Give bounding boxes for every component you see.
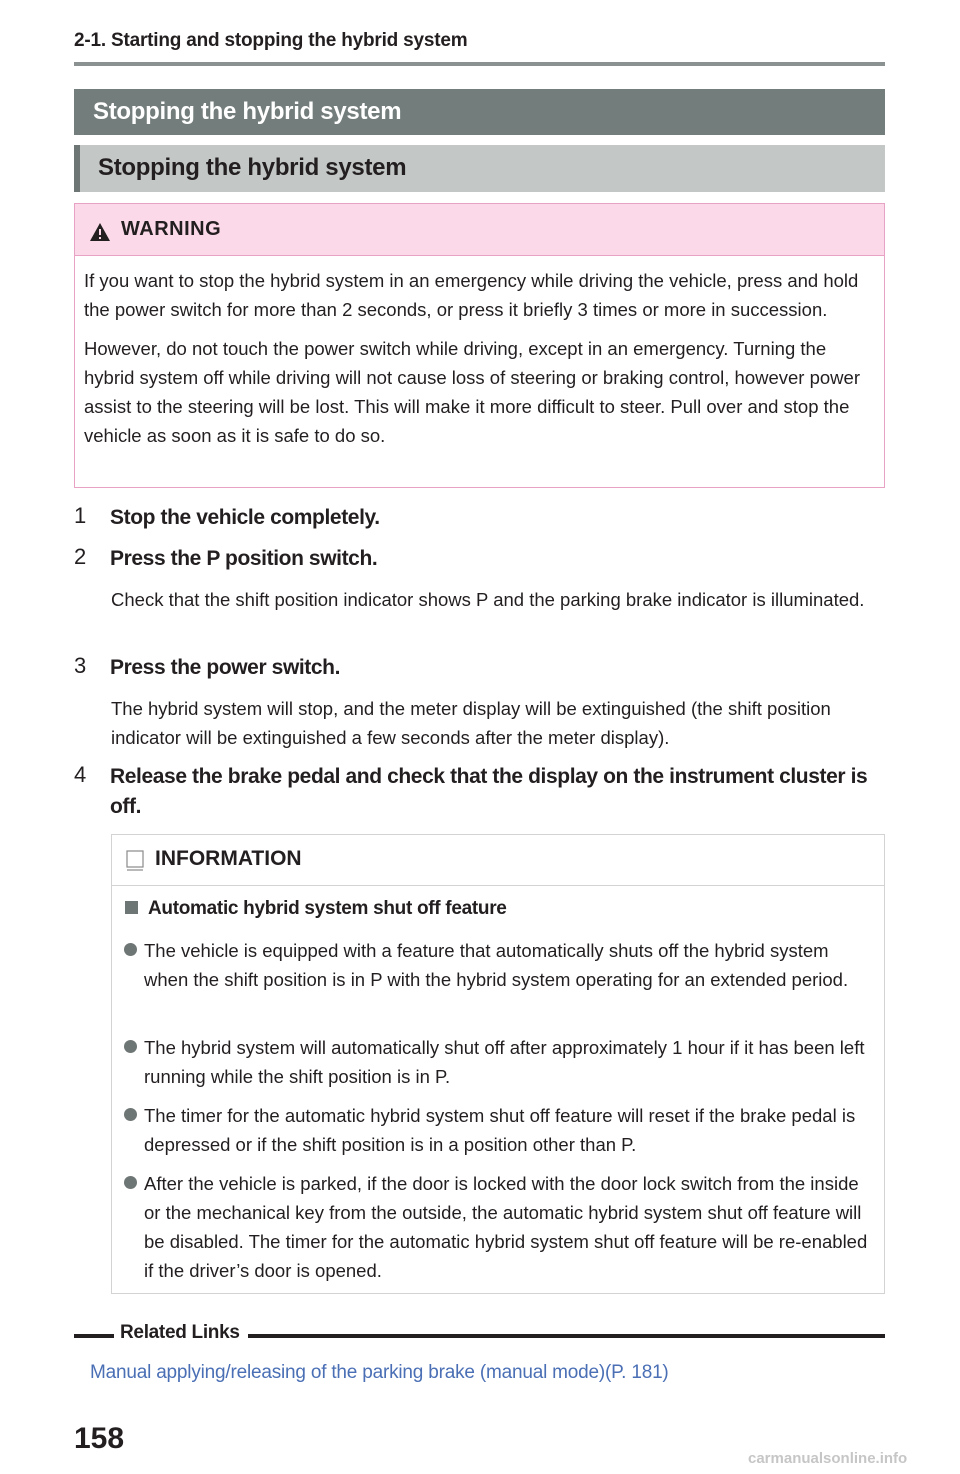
warning-paragraph: However, do not touch the power switch while driving, except in an emergency. Turning the hybrid system off while driving will not cause loss of steering or braking control, however power assist to the steering will be lost. This will make it more difficult to steer. Pull over and stop the vehicle as soon as it is safe to do so. [84, 338, 860, 446]
step-2 [74, 544, 885, 644]
related-links-divider [74, 1321, 885, 1351]
bullet-text: The timer for the automatic hybrid system shut off feature will reset if the brake pedal is depressed or if the shift position is in a position other than P. [144, 1105, 856, 1155]
step-description: Check that the shift position indicator shows P and the parking brake indicator is illuminated. [111, 589, 865, 610]
subsection-accent [74, 145, 80, 192]
information-bullet [124, 1033, 876, 1093]
step-title: Press the power switch. [110, 656, 341, 679]
step-4 [74, 762, 885, 826]
step-title: Press the P position switch. [110, 547, 378, 570]
bullet-text: The hybrid system will automatically shut off after approximately 1 hour if it has been left running while the shift position is in P. [144, 1037, 865, 1087]
information-subheading [125, 898, 507, 920]
chapter-header: 2-1. Starting and stopping the hybrid system [74, 30, 468, 51]
information-bullet [124, 936, 876, 1024]
header-rule [74, 62, 885, 66]
warning-header [75, 204, 884, 256]
step-number: 1 [74, 503, 87, 528]
section-title-bar [74, 89, 885, 135]
watermark: carmanualsonline.info [748, 1450, 908, 1467]
bullet-text: The vehicle is equipped with a feature that automatically shuts off the hybrid system when the shift position is in P with the hybrid system operating for an extended period. [144, 940, 849, 990]
bullet-dot-icon [124, 1108, 137, 1121]
step-number: 2 [74, 544, 87, 569]
information-header [112, 835, 884, 886]
information-bullet [124, 1169, 876, 1287]
step-3 [74, 653, 885, 753]
divider-line [248, 1334, 885, 1338]
step-number: 4 [74, 762, 87, 787]
subsection-title: Stopping the hybrid system [98, 154, 407, 181]
step-1 [74, 503, 885, 537]
step-title: Release the brake pedal and check that the display on the instrument cluster is off. [110, 765, 868, 818]
divider-line [74, 1334, 114, 1338]
subsection-title-bar [74, 145, 885, 192]
bullet-text: After the vehicle is parked, if the door is locked with the door lock switch from the inside or the mechanical key from the outside, the automatic hybrid system shut off feature will be disabled. The timer for the automatic hybrid system shut off feature will be re-enabled if the driver’s door is opened. [144, 1173, 868, 1281]
page-number: 158 [74, 1422, 125, 1455]
warning-box [74, 203, 885, 488]
bullet-dot-icon [124, 943, 137, 956]
section-title: Stopping the hybrid system [93, 98, 402, 125]
step-description: The hybrid system will stop, and the meter display will be extinguished (the shift position indicator will be extinguished a few seconds after the meter display). [111, 698, 831, 748]
bullet-dot-icon [124, 1176, 137, 1189]
warning-triangle-icon [89, 222, 111, 242]
square-bullet-icon [125, 901, 138, 914]
step-title: Stop the vehicle completely. [110, 506, 380, 529]
warning-title: WARNING [121, 218, 222, 240]
information-box [111, 834, 885, 1294]
information-bullet [124, 1101, 876, 1161]
bullet-dot-icon [124, 1040, 137, 1053]
related-links-label: Related Links [120, 1322, 240, 1343]
information-title: INFORMATION [155, 847, 302, 870]
step-number: 3 [74, 653, 87, 678]
warning-body [84, 266, 874, 460]
related-link-parking-brake[interactable]: Manual applying/releasing of the parking brake (manual mode)(P. 181) [90, 1362, 669, 1383]
info-note-icon [126, 850, 144, 872]
information-subheading-text: Automatic hybrid system shut off feature [148, 898, 507, 919]
warning-paragraph: If you want to stop the hybrid system in an emergency while driving the vehicle, press and hold the power switch for more than 2 seconds, or press it briefly 3 times or more in succession. [84, 270, 859, 320]
